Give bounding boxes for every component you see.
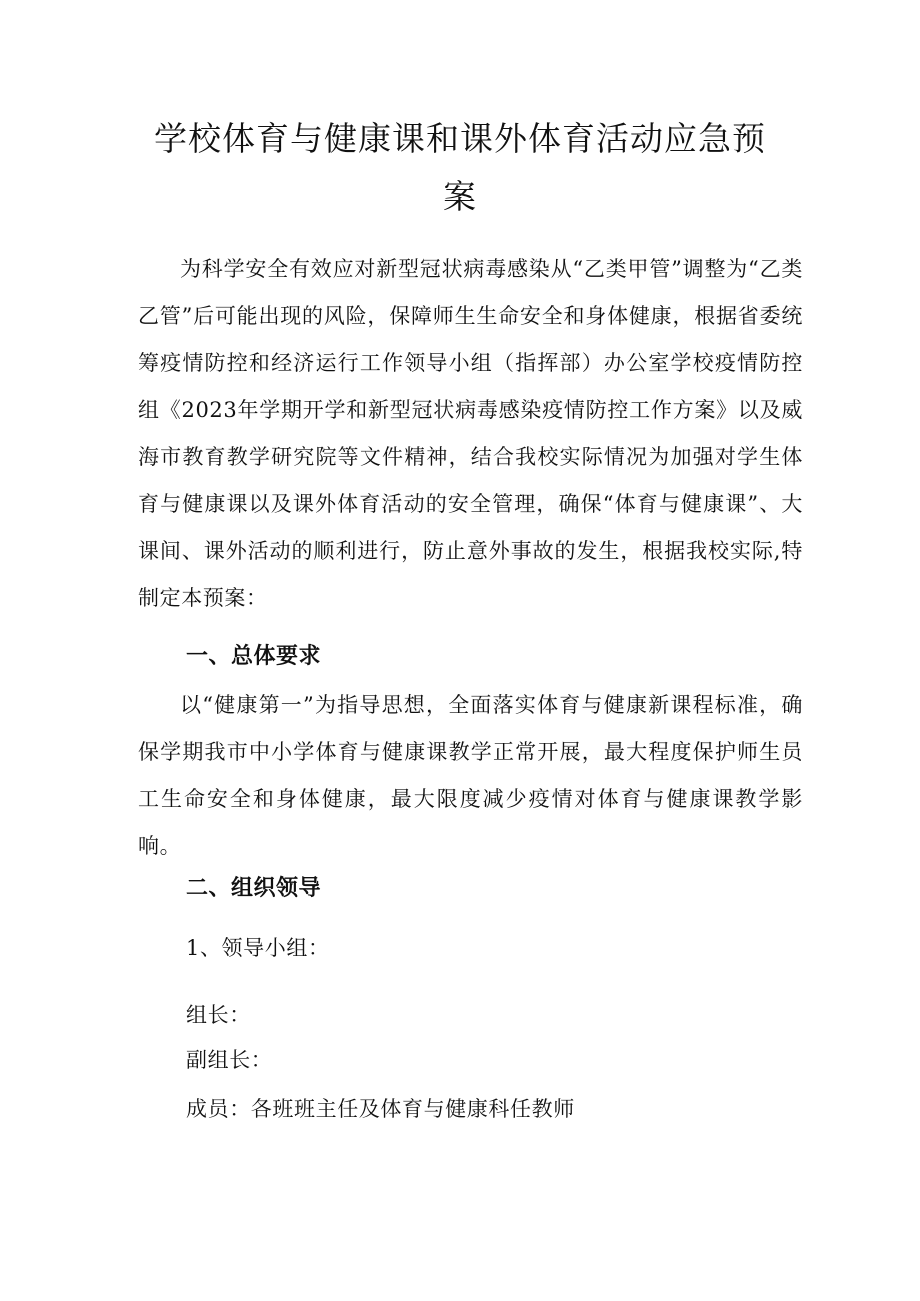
document-title-line-2: 案 [443, 177, 477, 216]
group-leader-line: 组长： [186, 1003, 251, 1027]
document-title-line-1: 学校体育与健康课和课外体育活动应急预 [154, 119, 766, 158]
members-line: 成员：各班班主任及体育与健康科任教师 [186, 1097, 575, 1121]
general-requirements-paragraph: 以“健康第一”为指导思想，全面落实体育与健康新课程标准，确保学期我市中小学体育与健康课教学正常开展，最大程度保护师生员工生命安全和身体健康，最大限度减少疫情对体育与健康课教学影响。 [138, 693, 803, 858]
leadership-group-subheading: 1、领导小组： [186, 936, 330, 960]
intro-paragraph: 为科学安全有效应对新型冠状病毒感染从“乙类甲管”调整为“乙类乙管”后可能出现的风险，保障师生生命安全和身体健康，根据省委统筹疫情防控和经济运行工作领导小组（指挥部）办公室学校疫情防控组《2023年学期开学和新型冠状病毒感染疫情防控工作方案》以及威海市教育教学研究院等文件精神，结合我校实际情况为加强对学生体育与健康课以及课外体育活动的安全管理，确保“体育与健康课”、大课间、课外活动的顺利进行，防止意外事故的发生，根据我校实际,特制定本预案： [138, 257, 803, 610]
section-heading-organization: 二、组织领导 [186, 876, 322, 901]
section-heading-general-requirements: 一、总体要求 [186, 644, 322, 669]
deputy-leader-line: 副组长： [186, 1048, 273, 1072]
